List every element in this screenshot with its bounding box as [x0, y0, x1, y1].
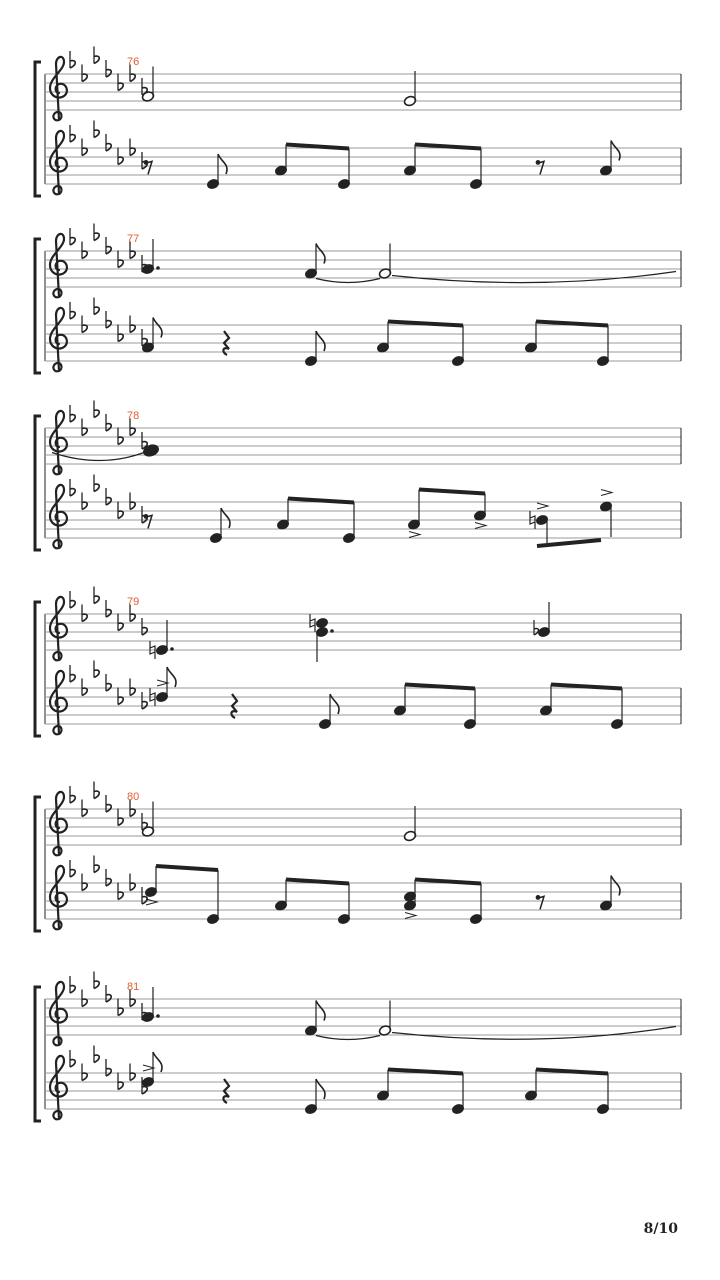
system-bracket — [35, 987, 41, 1121]
flat-icon — [130, 809, 135, 816]
flat-icon — [94, 670, 99, 677]
treble-clef-icon — [50, 411, 67, 474]
flat-icon — [106, 805, 111, 812]
system-bracket — [35, 797, 41, 931]
upper-staff — [45, 587, 681, 663]
treble-clef-icon — [50, 308, 67, 371]
flat-icon — [130, 614, 135, 621]
staff-system — [35, 47, 681, 197]
flat-icon — [106, 70, 111, 77]
flat-icon — [118, 83, 123, 90]
staff-system — [35, 587, 681, 737]
flat-icon — [82, 325, 87, 332]
flat-icon — [70, 796, 75, 803]
flat-icon — [82, 428, 87, 435]
flat-icon — [118, 623, 123, 630]
dot — [156, 1014, 160, 1018]
flat-icon — [94, 981, 99, 988]
flat-icon — [70, 61, 75, 68]
flat-icon — [130, 325, 135, 332]
flat-icon — [142, 1087, 147, 1094]
treble-clef-icon — [50, 866, 67, 929]
flat-icon — [82, 688, 87, 695]
lower-staff — [45, 475, 681, 549]
flat-icon — [82, 148, 87, 155]
measure-number: 80 — [127, 791, 140, 803]
note-flag — [153, 1052, 162, 1072]
accent-icon — [409, 532, 420, 538]
flat-icon — [70, 1060, 75, 1067]
flat-icon — [70, 238, 75, 245]
accent-icon — [537, 503, 548, 509]
tie — [52, 453, 144, 461]
flat-icon — [82, 1073, 87, 1080]
dot — [156, 266, 160, 270]
flat-icon — [106, 424, 111, 431]
page-number: 8/10 — [643, 1221, 678, 1237]
flat-icon — [142, 702, 147, 709]
flat-icon — [130, 428, 135, 435]
flat-icon — [106, 144, 111, 151]
upper-staff — [45, 47, 681, 121]
upper-staff — [45, 782, 681, 856]
staff-system — [35, 972, 681, 1122]
flat-icon — [130, 688, 135, 695]
accent-icon — [475, 523, 486, 529]
flat-icon — [94, 596, 99, 603]
accent-icon — [601, 490, 612, 496]
measure-number: 79 — [127, 596, 140, 608]
flat-icon — [118, 892, 123, 899]
dot — [170, 647, 174, 651]
flat-icon — [94, 1055, 99, 1062]
flat-icon — [94, 410, 99, 417]
flat-icon — [130, 74, 135, 81]
flat-icon — [118, 437, 123, 444]
upper-staff — [45, 401, 681, 475]
flat-icon — [130, 502, 135, 509]
system-bracket — [35, 239, 41, 373]
staff-system — [35, 782, 681, 932]
flat-icon — [130, 999, 135, 1006]
staff-system — [35, 224, 681, 374]
treble-clef-icon — [50, 131, 67, 194]
tie — [392, 272, 676, 283]
lower-staff — [45, 661, 681, 735]
flat-icon — [82, 809, 87, 816]
eighth-rest-icon — [537, 161, 544, 174]
measure-number: 77 — [127, 233, 140, 245]
flat-icon — [130, 148, 135, 155]
treble-clef-icon — [50, 597, 67, 660]
flat-icon — [70, 312, 75, 319]
flat-icon — [142, 897, 147, 904]
flat-icon — [70, 489, 75, 496]
flat-icon — [70, 986, 75, 993]
lower-staff — [45, 1046, 681, 1120]
treble-clef-icon — [50, 57, 67, 120]
flat-icon — [118, 157, 123, 164]
accent-icon — [157, 680, 168, 686]
tie — [316, 1036, 380, 1040]
flat-icon — [94, 865, 99, 872]
flat-icon — [70, 675, 75, 682]
accent-icon — [143, 1065, 154, 1071]
flat-icon — [118, 260, 123, 267]
upper-staff — [45, 224, 681, 298]
treble-clef-icon — [50, 234, 67, 297]
beam — [156, 866, 218, 870]
upper-staff — [45, 972, 681, 1046]
note-flag — [167, 667, 176, 687]
flat-icon — [118, 511, 123, 518]
measure-number: 76 — [127, 56, 140, 68]
lower-staff — [45, 298, 681, 372]
flat-icon — [142, 628, 147, 635]
measure-number: 81 — [127, 981, 140, 993]
treble-clef-icon — [50, 1056, 67, 1119]
note-head — [315, 617, 328, 629]
measure-number: 78 — [127, 410, 140, 422]
flat-icon — [70, 601, 75, 608]
flat-icon — [82, 883, 87, 890]
flat-icon — [130, 883, 135, 890]
flat-icon — [118, 334, 123, 341]
flat-icon — [106, 684, 111, 691]
flat-icon — [106, 498, 111, 505]
flat-icon — [130, 251, 135, 258]
flat-icon — [106, 610, 111, 617]
flat-icon — [70, 870, 75, 877]
flat-icon — [106, 995, 111, 1002]
flat-icon — [106, 879, 111, 886]
eighth-rest-icon — [537, 896, 544, 909]
flat-icon — [94, 233, 99, 240]
dot — [330, 629, 334, 633]
system-bracket — [35, 62, 41, 196]
tie — [392, 1027, 676, 1040]
flat-icon — [118, 697, 123, 704]
flat-icon — [82, 251, 87, 258]
flat-icon — [106, 321, 111, 328]
flat-icon — [82, 999, 87, 1006]
flat-icon — [94, 791, 99, 798]
flat-icon — [94, 130, 99, 137]
flat-icon — [82, 74, 87, 81]
lower-staff — [45, 121, 681, 195]
flat-icon — [94, 484, 99, 491]
flat-icon — [130, 1073, 135, 1080]
system-bracket — [35, 416, 41, 550]
treble-clef-icon — [50, 485, 67, 548]
beam — [419, 490, 485, 494]
system-bracket — [35, 602, 41, 736]
flat-icon — [94, 56, 99, 63]
accent-icon — [405, 913, 416, 919]
flat-icon — [106, 247, 111, 254]
eighth-rest-icon — [145, 161, 152, 174]
treble-clef-icon — [50, 792, 67, 855]
treble-clef-icon — [50, 982, 67, 1045]
lower-staff — [45, 856, 681, 930]
staff-system — [35, 401, 681, 551]
flat-icon — [118, 1008, 123, 1015]
flat-icon — [82, 614, 87, 621]
flat-icon — [118, 1082, 123, 1089]
flat-icon — [70, 135, 75, 142]
flat-icon — [70, 415, 75, 422]
eighth-rest-icon — [145, 515, 152, 528]
accent-icon — [146, 899, 157, 905]
flat-icon — [94, 307, 99, 314]
flat-icon — [106, 1069, 111, 1076]
flat-icon — [118, 818, 123, 825]
flat-icon — [82, 502, 87, 509]
tie — [316, 279, 380, 283]
treble-clef-icon — [50, 671, 67, 734]
